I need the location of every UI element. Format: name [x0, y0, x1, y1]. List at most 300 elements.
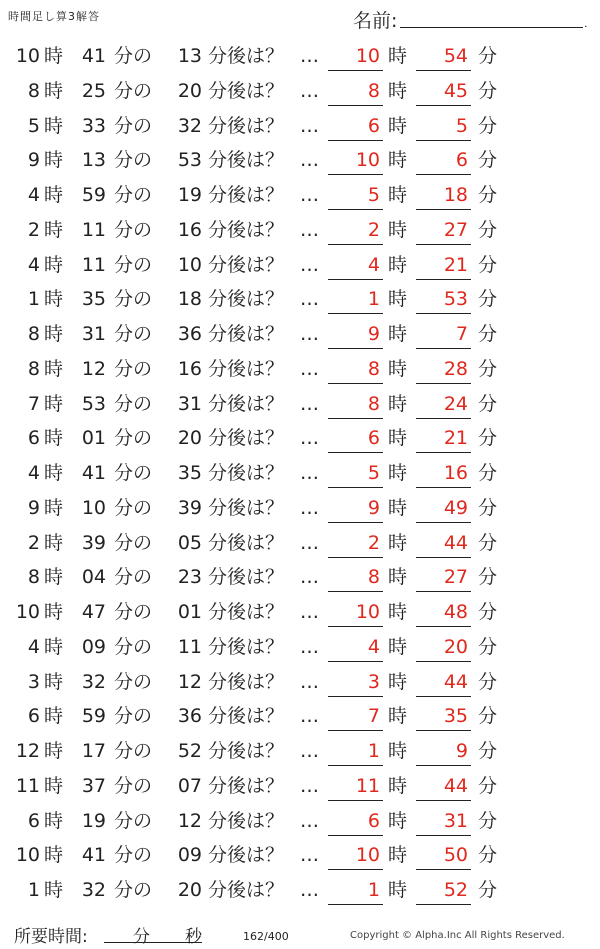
answer-minute-underline	[416, 730, 471, 731]
hour-unit: 時	[44, 45, 64, 67]
minute-unit: 分の	[114, 253, 153, 276]
ellipsis: …	[300, 879, 319, 901]
ellipsis: …	[300, 149, 319, 172]
answer-minute: 54	[443, 45, 468, 67]
question-text: 分後は？	[208, 844, 285, 867]
answer-hour-unit: 時	[388, 357, 408, 380]
minute-unit: 分の	[114, 496, 153, 519]
question-text: 分後は？	[208, 566, 285, 589]
answer-hour-unit: 時	[388, 288, 408, 311]
problem-row	[0, 734, 600, 769]
minute-unit: 分の	[114, 879, 153, 901]
answer-hour-unit: 時	[388, 427, 408, 450]
problem-row	[0, 213, 600, 248]
answer-minute: 16	[443, 462, 468, 484]
answer-hour-underline	[328, 209, 383, 210]
answer-hour-unit: 時	[388, 79, 408, 102]
answer-minute: 44	[443, 670, 468, 693]
ellipsis: …	[300, 392, 319, 415]
hour-unit: 時	[44, 774, 64, 797]
elapsed-seconds-label: 秒	[185, 927, 202, 947]
answer-minute: 28	[443, 357, 468, 380]
answer-minute-underline	[416, 418, 471, 419]
answer-hour-unit: 時	[388, 601, 408, 623]
answer-hour-unit: 時	[388, 635, 408, 658]
answer-hour-unit: 時	[388, 774, 408, 797]
problem-row	[0, 74, 600, 109]
hour-unit: 時	[44, 531, 64, 554]
hour-unit: 時	[44, 253, 64, 276]
start-hour: 10	[15, 45, 40, 67]
added-minutes: 05	[177, 531, 202, 554]
minute-unit: 分の	[114, 79, 153, 102]
answer-hour-underline	[328, 487, 383, 488]
answer-minute-unit: 分	[478, 114, 498, 137]
answer-minute-unit: 分	[478, 601, 498, 623]
start-hour: 1	[27, 879, 40, 901]
answer-hour-unit: 時	[388, 844, 408, 867]
question-text: 分後は？	[208, 427, 285, 450]
answer-hour: 6	[367, 427, 380, 450]
start-hour: 3	[27, 670, 40, 693]
hour-unit: 時	[44, 79, 64, 102]
answer-minute: 27	[443, 218, 468, 241]
name-dot: .	[584, 17, 588, 30]
answer-minute-unit: 分	[478, 184, 498, 206]
problem-row	[0, 699, 600, 734]
ellipsis: …	[300, 79, 319, 102]
answer-minute: 20	[443, 635, 468, 658]
added-minutes: 36	[177, 323, 202, 345]
answer-minute-underline	[416, 348, 471, 349]
minute-unit: 分の	[114, 184, 153, 206]
minute-unit: 分の	[114, 392, 153, 415]
problem-row	[0, 526, 600, 561]
hour-unit: 時	[44, 879, 64, 901]
answer-hour: 1	[367, 879, 380, 901]
answer-hour-underline	[328, 105, 383, 106]
answer-hour-underline	[328, 730, 383, 731]
added-minutes: 36	[177, 705, 202, 728]
answer-hour-unit: 時	[388, 218, 408, 241]
added-minutes: 32	[177, 114, 202, 137]
answer-hour: 9	[367, 323, 380, 345]
hour-unit: 時	[44, 462, 64, 484]
minute-unit: 分の	[114, 809, 153, 832]
question-text: 分後は？	[208, 635, 285, 658]
start-hour: 2	[27, 218, 40, 241]
problem-row	[0, 143, 600, 178]
ellipsis: …	[300, 462, 319, 484]
answer-hour: 9	[367, 496, 380, 519]
start-minute: 11	[81, 253, 106, 276]
answer-minute: 45	[443, 79, 468, 102]
answer-hour: 4	[367, 635, 380, 658]
minute-unit: 分の	[114, 566, 153, 589]
answer-minute: 50	[443, 844, 468, 867]
problem-row	[0, 665, 600, 700]
start-minute: 04	[81, 566, 106, 589]
answer-minute-underline	[416, 279, 471, 280]
answer-minute-underline	[416, 869, 471, 870]
answer-hour-underline	[328, 557, 383, 558]
answer-hour: 2	[367, 531, 380, 554]
answer-minute-underline	[416, 800, 471, 801]
minute-unit: 分の	[114, 705, 153, 728]
start-minute: 11	[81, 218, 106, 241]
question-text: 分後は？	[208, 670, 285, 693]
hour-unit: 時	[44, 635, 64, 658]
answer-hour-underline	[328, 244, 383, 245]
hour-unit: 時	[44, 809, 64, 832]
problem-row	[0, 769, 600, 804]
answer-hour: 6	[367, 809, 380, 832]
minute-unit: 分の	[114, 323, 153, 345]
ellipsis: …	[300, 844, 319, 867]
answer-hour: 1	[367, 288, 380, 311]
answer-hour-unit: 時	[388, 184, 408, 206]
answer-minute-underline	[416, 626, 471, 627]
added-minutes: 23	[177, 566, 202, 589]
answer-hour-unit: 時	[388, 496, 408, 519]
hour-unit: 時	[44, 566, 64, 589]
answer-minute-unit: 分	[478, 670, 498, 693]
answer-hour: 8	[367, 566, 380, 589]
copyright: Copyright © Alpha.Inc All Rights Reserved.	[350, 930, 565, 941]
elapsed-time-label: 所要時間:	[14, 927, 88, 947]
added-minutes: 20	[177, 427, 202, 450]
problem-row	[0, 109, 600, 144]
answer-hour-underline	[328, 279, 383, 280]
answer-minute-unit: 分	[478, 462, 498, 484]
question-text: 分後は？	[208, 253, 285, 276]
start-minute: 53	[81, 392, 106, 415]
added-minutes: 31	[177, 392, 202, 415]
start-hour: 12	[15, 740, 40, 762]
hour-unit: 時	[44, 601, 64, 623]
added-minutes: 20	[177, 879, 202, 901]
added-minutes: 10	[177, 253, 202, 276]
start-hour: 4	[27, 462, 40, 484]
start-minute: 13	[81, 149, 106, 172]
start-minute: 47	[81, 601, 106, 623]
minute-unit: 分の	[114, 774, 153, 797]
start-minute: 31	[81, 323, 106, 345]
answer-minute: 48	[443, 601, 468, 623]
answer-minute: 7	[455, 323, 468, 345]
added-minutes: 12	[177, 670, 202, 693]
start-minute: 33	[81, 114, 106, 137]
answer-hour-underline	[328, 70, 383, 71]
answer-hour: 6	[367, 114, 380, 137]
question-text: 分後は？	[208, 79, 285, 102]
answer-minute-unit: 分	[478, 879, 498, 901]
minute-unit: 分の	[114, 45, 153, 67]
answer-minute-unit: 分	[478, 774, 498, 797]
start-hour: 8	[27, 566, 40, 589]
ellipsis: …	[300, 566, 319, 589]
start-hour: 6	[27, 809, 40, 832]
minute-unit: 分の	[114, 357, 153, 380]
minute-unit: 分の	[114, 149, 153, 172]
start-minute: 17	[81, 740, 106, 762]
answer-hour: 10	[355, 601, 380, 623]
start-hour: 6	[27, 427, 40, 450]
question-text: 分後は？	[208, 288, 285, 311]
problem-row	[0, 317, 600, 352]
ellipsis: …	[300, 601, 319, 623]
question-text: 分後は？	[208, 392, 285, 415]
start-hour: 4	[27, 253, 40, 276]
ellipsis: …	[300, 705, 319, 728]
elapsed-minutes-label: 分	[133, 927, 150, 947]
added-minutes: 35	[177, 462, 202, 484]
question-text: 分後は？	[208, 705, 285, 728]
question-text: 分後は？	[208, 149, 285, 172]
minute-unit: 分の	[114, 531, 153, 554]
hour-unit: 時	[44, 496, 64, 519]
answer-hour: 10	[355, 45, 380, 67]
answer-minute-unit: 分	[478, 288, 498, 311]
question-text: 分後は？	[208, 114, 285, 137]
start-hour: 9	[27, 496, 40, 519]
hour-unit: 時	[44, 392, 64, 415]
answer-minute: 53	[443, 288, 468, 311]
answer-minute-underline	[416, 591, 471, 592]
answer-minute-unit: 分	[478, 427, 498, 450]
answer-minute-underline	[416, 557, 471, 558]
added-minutes: 53	[177, 149, 202, 172]
answer-hour: 10	[355, 844, 380, 867]
ellipsis: …	[300, 45, 319, 67]
problem-row	[0, 352, 600, 387]
start-hour: 10	[15, 601, 40, 623]
answer-hour-underline	[328, 522, 383, 523]
answer-hour-underline	[328, 591, 383, 592]
answer-hour: 3	[367, 670, 380, 693]
start-minute: 59	[81, 705, 106, 728]
minute-unit: 分の	[114, 462, 153, 484]
ellipsis: …	[300, 218, 319, 241]
start-minute: 39	[81, 531, 106, 554]
problem-row	[0, 873, 600, 908]
answer-hour-underline	[328, 452, 383, 453]
question-text: 分後は？	[208, 496, 285, 519]
problem-row	[0, 456, 600, 491]
answer-hour-unit: 時	[388, 114, 408, 137]
answer-minute-underline	[416, 904, 471, 905]
answer-hour-underline	[328, 626, 383, 627]
answer-minute-unit: 分	[478, 79, 498, 102]
answer-minute: 31	[443, 809, 468, 832]
added-minutes: 16	[177, 357, 202, 380]
answer-minute-underline	[416, 140, 471, 141]
ellipsis: …	[300, 323, 319, 345]
problem-row	[0, 39, 600, 74]
answer-hour-unit: 時	[388, 323, 408, 345]
answer-hour: 5	[367, 184, 380, 206]
name-underline	[400, 27, 583, 28]
question-text: 分後は？	[208, 218, 285, 241]
answer-hour-unit: 時	[388, 809, 408, 832]
answer-hour: 8	[367, 357, 380, 380]
start-minute: 09	[81, 635, 106, 658]
answer-hour-unit: 時	[388, 392, 408, 415]
hour-unit: 時	[44, 427, 64, 450]
added-minutes: 18	[177, 288, 202, 311]
hour-unit: 時	[44, 218, 64, 241]
ellipsis: …	[300, 531, 319, 554]
start-hour: 8	[27, 357, 40, 380]
hour-unit: 時	[44, 740, 64, 762]
start-hour: 7	[27, 392, 40, 415]
hour-unit: 時	[44, 670, 64, 693]
answer-minute-underline	[416, 209, 471, 210]
question-text: 分後は？	[208, 357, 285, 380]
start-hour: 5	[27, 114, 40, 137]
start-hour: 6	[27, 705, 40, 728]
hour-unit: 時	[44, 149, 64, 172]
question-text: 分後は？	[208, 601, 285, 623]
answer-hour-unit: 時	[388, 740, 408, 762]
problem-row	[0, 491, 600, 526]
ellipsis: …	[300, 740, 319, 762]
answer-minute-unit: 分	[478, 392, 498, 415]
start-minute: 41	[81, 462, 106, 484]
answer-minute-underline	[416, 383, 471, 384]
answer-minute: 27	[443, 566, 468, 589]
answer-hour-underline	[328, 661, 383, 662]
answer-hour: 8	[367, 392, 380, 415]
answer-minute: 21	[443, 427, 468, 450]
answer-minute-unit: 分	[478, 149, 498, 172]
answer-minute: 44	[443, 531, 468, 554]
minute-unit: 分の	[114, 635, 153, 658]
added-minutes: 13	[177, 45, 202, 67]
start-minute: 35	[81, 288, 106, 311]
answer-minute-unit: 分	[478, 496, 498, 519]
hour-unit: 時	[44, 114, 64, 137]
start-minute: 19	[81, 809, 106, 832]
answer-minute-unit: 分	[478, 253, 498, 276]
minute-unit: 分の	[114, 427, 153, 450]
answer-hour-unit: 時	[388, 253, 408, 276]
start-hour: 4	[27, 184, 40, 206]
answer-minute-unit: 分	[478, 809, 498, 832]
answer-minute-unit: 分	[478, 218, 498, 241]
answer-hour: 4	[367, 253, 380, 276]
added-minutes: 12	[177, 809, 202, 832]
start-minute: 32	[81, 879, 106, 901]
problem-row	[0, 838, 600, 873]
answer-minute: 21	[443, 253, 468, 276]
ellipsis: …	[300, 809, 319, 832]
ellipsis: …	[300, 427, 319, 450]
answer-hour-underline	[328, 174, 383, 175]
answer-minute: 5	[455, 114, 468, 137]
hour-unit: 時	[44, 184, 64, 206]
answer-minute: 49	[443, 496, 468, 519]
answer-hour-unit: 時	[388, 566, 408, 589]
ellipsis: …	[300, 774, 319, 797]
problem-row	[0, 282, 600, 317]
hour-unit: 時	[44, 705, 64, 728]
page-number: 162/400	[243, 930, 289, 943]
answer-minute: 35	[443, 705, 468, 728]
worksheet-title: 時間足し算3解答	[8, 10, 100, 23]
problem-row	[0, 630, 600, 665]
start-hour: 4	[27, 635, 40, 658]
question-text: 分後は？	[208, 45, 285, 67]
minute-unit: 分の	[114, 218, 153, 241]
answer-minute-underline	[416, 452, 471, 453]
answer-minute: 18	[443, 184, 468, 206]
problem-row	[0, 595, 600, 630]
answer-hour-underline	[328, 765, 383, 766]
ellipsis: …	[300, 670, 319, 693]
start-hour: 2	[27, 531, 40, 554]
start-hour: 11	[15, 774, 40, 797]
added-minutes: 20	[177, 79, 202, 102]
hour-unit: 時	[44, 288, 64, 311]
answer-minute-underline	[416, 174, 471, 175]
answer-hour-underline	[328, 800, 383, 801]
answer-minute-underline	[416, 105, 471, 106]
minute-unit: 分の	[114, 601, 153, 623]
added-minutes: 52	[177, 740, 202, 762]
minute-unit: 分の	[114, 288, 153, 311]
answer-minute: 24	[443, 392, 468, 415]
answer-hour-unit: 時	[388, 462, 408, 484]
answer-hour-underline	[328, 696, 383, 697]
answer-hour: 8	[367, 79, 380, 102]
problem-row	[0, 248, 600, 283]
added-minutes: 11	[177, 635, 202, 658]
ellipsis: …	[300, 253, 319, 276]
start-minute: 41	[81, 844, 106, 867]
start-minute: 10	[81, 496, 106, 519]
answer-hour-unit: 時	[388, 149, 408, 172]
answer-minute-underline	[416, 313, 471, 314]
start-hour: 1	[27, 288, 40, 311]
answer-minute: 52	[443, 879, 468, 901]
start-hour: 9	[27, 149, 40, 172]
answer-minute-underline	[416, 522, 471, 523]
answer-hour-unit: 時	[388, 705, 408, 728]
question-text: 分後は？	[208, 774, 285, 797]
question-text: 分後は？	[208, 809, 285, 832]
problem-list	[0, 39, 600, 908]
answer-minute-unit: 分	[478, 844, 498, 867]
answer-minute-unit: 分	[478, 705, 498, 728]
answer-hour-underline	[328, 835, 383, 836]
answer-minute-underline	[416, 661, 471, 662]
answer-hour-underline	[328, 418, 383, 419]
answer-hour-unit: 時	[388, 879, 408, 901]
answer-minute-underline	[416, 765, 471, 766]
start-hour: 8	[27, 79, 40, 102]
start-minute: 01	[81, 427, 106, 450]
hour-unit: 時	[44, 844, 64, 867]
start-minute: 41	[81, 45, 106, 67]
added-minutes: 01	[177, 601, 202, 623]
answer-minute-unit: 分	[478, 566, 498, 589]
minute-unit: 分の	[114, 740, 153, 762]
answer-minute-unit: 分	[478, 45, 498, 67]
answer-minute: 9	[455, 740, 468, 762]
answer-hour-underline	[328, 904, 383, 905]
start-minute: 59	[81, 184, 106, 206]
